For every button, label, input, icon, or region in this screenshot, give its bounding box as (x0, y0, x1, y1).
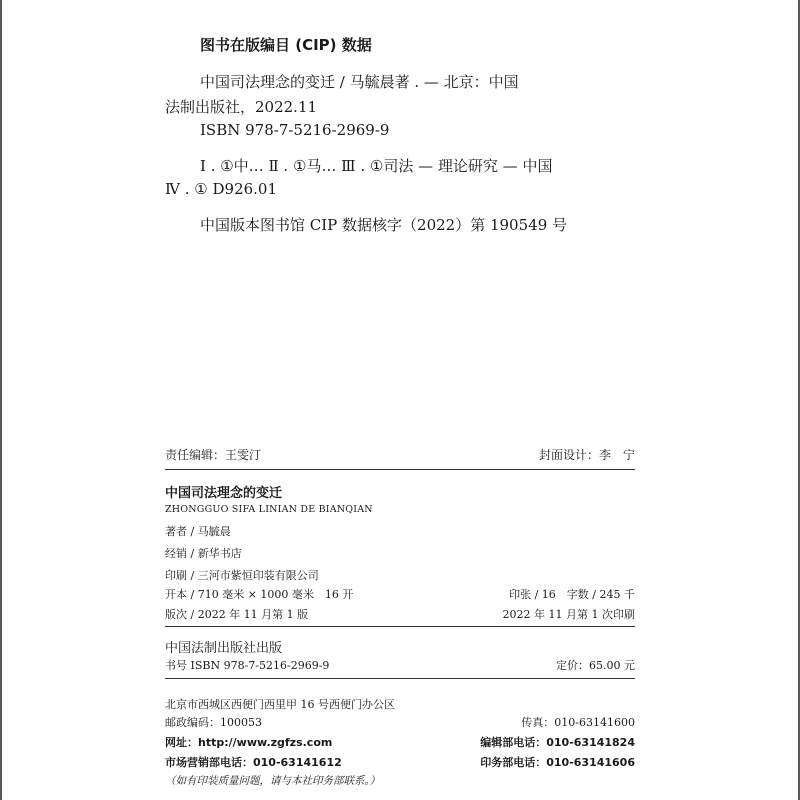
website-row (165, 734, 635, 750)
price: 定价：65.00 元 (556, 659, 635, 672)
edition: 版次 / 2022 年 11 月第 1 版 (165, 608, 309, 621)
format: 开本 / 710 毫米 × 1000 毫米 16 开 (165, 588, 354, 601)
cip-record-number: 中国版本图书馆 CIP 数据核字（2022）第 190549 号 (200, 216, 568, 234)
editorial-phone: 编辑部电话：010-63141824 (480, 736, 635, 749)
distributor: 经销 / 新华书店 (165, 547, 242, 560)
cip-classification-line: Ⅳ . ① D926.01 (165, 180, 278, 198)
divider (165, 469, 635, 470)
cip-subject-line: Ⅰ . ①中… Ⅱ . ①马… Ⅲ . ①司法 — 理论研究 — 中国 (200, 157, 553, 175)
fax: 传真：010-63141600 (521, 716, 635, 729)
marketing-phone: 市场营销部电话：010-63141612 (165, 756, 342, 769)
cip-isbn-line: ISBN 978-7-5216-2969-9 (200, 121, 390, 139)
sheets-wordcount: 印张 / 16 字数 / 245 千 (509, 588, 635, 601)
publisher-address: 北京市西城区西便门西里甲 16 号西便门办公区 (165, 698, 395, 711)
cover-designer: 封面设计：李 宁 (538, 448, 635, 462)
printer: 印刷 / 三河市紫恒印装有限公司 (165, 569, 319, 582)
website: 网址：http://www.zgfzs.com (165, 736, 333, 749)
credits-row (165, 446, 635, 463)
book-title-pinyin: ZHONGGUO SIFA LINIAN DE BIANQIAN (165, 504, 373, 515)
book-title: 中国司法理念的变迁 (165, 486, 283, 501)
postcode: 邮政编码：100053 (165, 716, 262, 729)
isbn: 书号 ISBN 978-7-5216-2969-9 (165, 659, 330, 672)
divider (165, 678, 635, 679)
page-left-border (0, 0, 2, 800)
publisher: 中国法制出版社出版 (165, 641, 283, 656)
divider (165, 626, 635, 627)
edition-row (165, 606, 635, 622)
printing: 2022 年 11 月第 1 次印刷 (502, 608, 635, 621)
cip-heading: 图书在版编目 (CIP) 数据 (200, 36, 372, 54)
format-row (165, 586, 635, 602)
printing-dept-phone: 印务部电话：010-63141606 (480, 756, 635, 769)
author: 著者 / 马毓晨 (165, 525, 231, 538)
quality-note: （如有印装质量问题，请与本社印务部联系。） (165, 775, 381, 787)
isbn-row (165, 657, 635, 673)
cip-publisher-line: 法制出版社，2022.11 (165, 98, 318, 116)
postcode-row (165, 714, 635, 730)
cip-title-line: 中国司法理念的变迁 / 马毓晨著 . — 北京：中国 (200, 73, 519, 91)
responsible-editor: 责任编辑：王雯汀 (165, 448, 262, 462)
marketing-row (165, 754, 635, 770)
